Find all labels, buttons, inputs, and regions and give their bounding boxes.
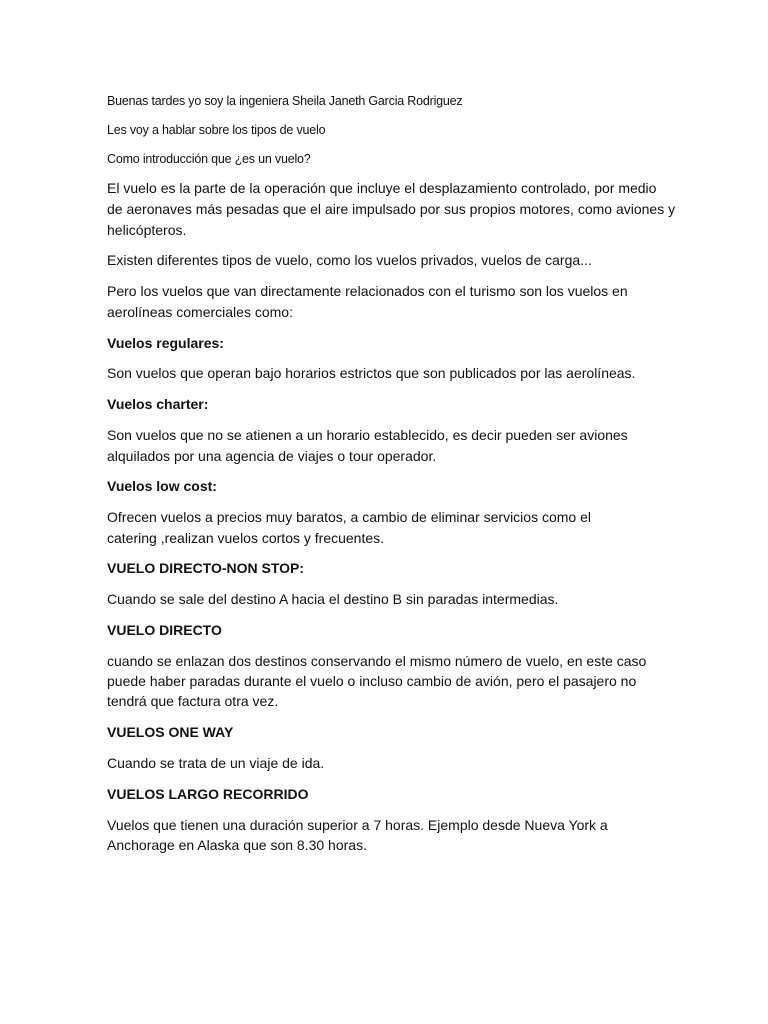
- heading-vuelos-charter: Vuelos charter:: [107, 396, 209, 412]
- charter-line: alquilados por una agencia de viajes o tour operador.: [107, 448, 437, 464]
- lowcost-line: Ofrecen vuelos a precios muy baratos, a cambio de eliminar servicios como el: [107, 509, 591, 525]
- intro-line: Les voy a hablar sobre los tipos de vuelo: [107, 123, 326, 137]
- nonstop-paragraph: Cuando se sale del destino A hacia el destino B sin paradas intermedias.: [107, 591, 559, 607]
- regulares-paragraph: Son vuelos que operan bajo horarios estrictos que son publicados por las aerolíneas.: [107, 365, 636, 381]
- heading-vuelo-directo-non-stop: VUELO DIRECTO-NON STOP:: [107, 560, 305, 576]
- directo-line: tendrá que factura otra vez.: [107, 693, 279, 709]
- types-paragraph: Existen diferentes tipos de vuelo, como los vuelos privados, vuelos de carga...: [107, 252, 592, 268]
- tourism-line: aerolíneas comerciales como:: [107, 304, 293, 320]
- heading-vuelos-low-cost: Vuelos low cost:: [107, 478, 217, 494]
- heading-vuelos-regulares: Vuelos regulares:: [107, 335, 224, 351]
- heading-vuelos-largo-recorrido: VUELOS LARGO RECORRIDO: [107, 786, 309, 802]
- definition-line: de aeronaves más pesadas que el aire impulsado por sus propios motores, como aviones y: [107, 201, 676, 217]
- largo-line: Anchorage en Alaska que son 8.30 horas.: [107, 837, 367, 853]
- largo-line: Vuelos que tienen una duración superior a 7 horas. Ejemplo desde Nueva York a: [107, 817, 608, 833]
- oneway-paragraph: Cuando se trata de un viaje de ida.: [107, 755, 325, 771]
- lowcost-line: catering ,realizan vuelos cortos y frecuentes.: [107, 530, 385, 546]
- charter-line: Son vuelos que no se atienen a un horario establecido, es decir pueden ser aviones: [107, 427, 628, 443]
- definition-line: El vuelo es la parte de la operación que incluye el desplazamiento controlado, por medio: [107, 180, 657, 196]
- directo-line: puede haber paradas durante el vuelo o incluso cambio de avión, pero el pasajero no: [107, 673, 637, 689]
- intro-question: Como introducción que ¿es un vuelo?: [107, 152, 311, 166]
- directo-line: cuando se enlazan dos destinos conservando el mismo número de vuelo, en este caso: [107, 653, 647, 669]
- tourism-line: Pero los vuelos que van directamente relacionados con el turismo son los vuelos en: [107, 283, 628, 299]
- heading-vuelo-directo: VUELO DIRECTO: [107, 622, 222, 638]
- heading-vuelos-one-way: VUELOS ONE WAY: [107, 724, 234, 740]
- intro-line: Buenas tardes yo soy la ingeniera Sheila Janeth Garcia Rodriguez: [107, 94, 463, 108]
- definition-line: helicópteros.: [107, 222, 187, 238]
